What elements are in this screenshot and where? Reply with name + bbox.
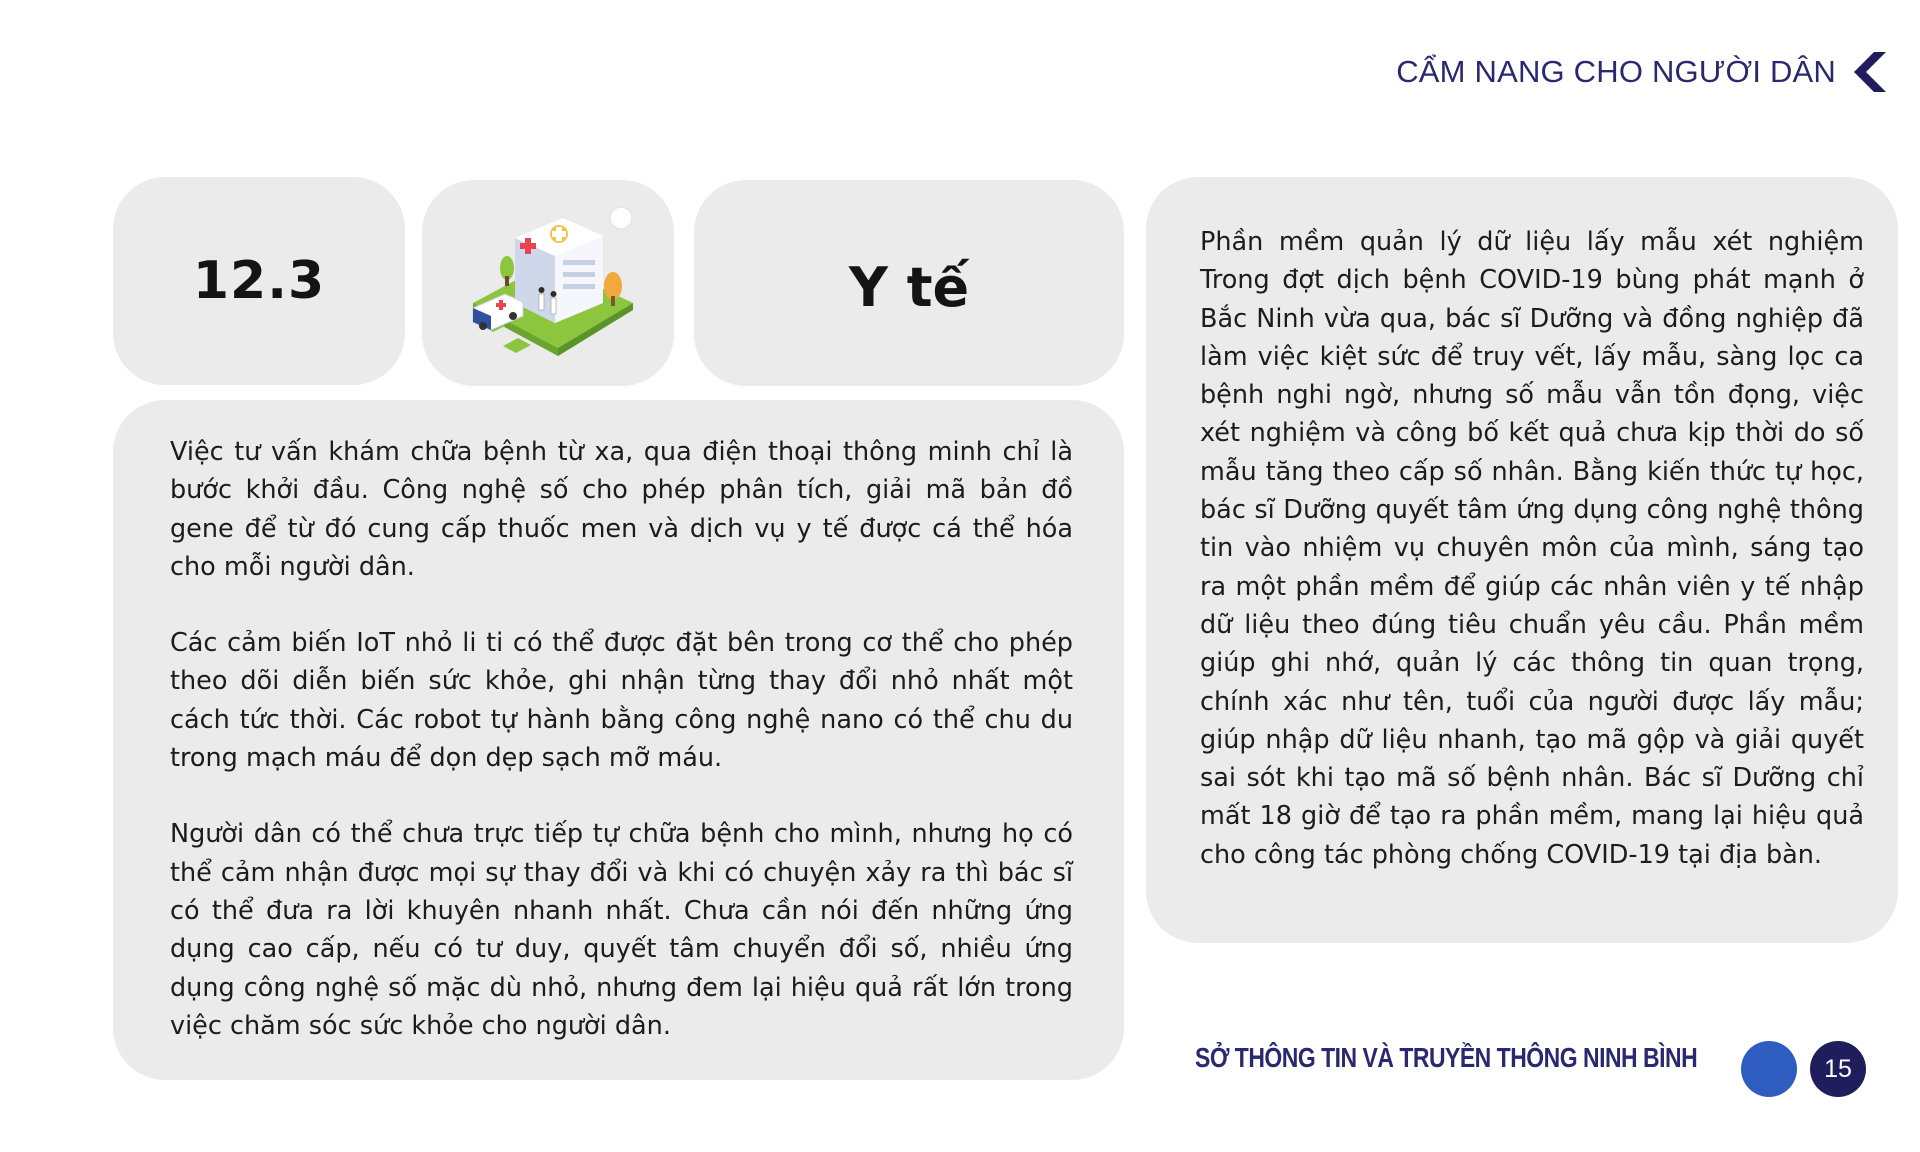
chevron-left-icon (1854, 52, 1886, 92)
section-number-box (113, 177, 405, 385)
topic-title: Y tế (848, 255, 970, 319)
page-footer (1195, 1042, 1807, 1074)
footer-org: SỞ THÔNG TIN VÀ TRUYỀN THÔNG NINH BÌNH (1195, 1042, 1698, 1073)
page-header (1396, 52, 1886, 92)
hospital-illustration-icon (443, 198, 653, 368)
main-paragraph-2: Các cảm biến IoT nhỏ li ti có thể được đặt bên trong cơ thể cho phép theo dõi diễn biến sức khỏe, ghi nhận từng thay đổi nhỏ nhất một cách tức thời. Các robot tự hành bằng công nghệ nano có thể chu du trong mạch máu để dọn dẹp sạch mỡ máu. (170, 628, 1073, 774)
case-study-panel (1146, 177, 1898, 943)
decorative-dot (1741, 1041, 1797, 1097)
topic-box (694, 180, 1124, 386)
case-study-text-wrap (1200, 223, 1864, 874)
illustration-box (422, 180, 674, 386)
main-paragraph-3: Người dân có thể chưa trực tiếp tự chữa bệnh cho mình, nhưng họ có thể cảm nhận được mọi sự thay đổi và khi có chuyện xảy ra thì bác sĩ có thể đưa ra lời khuyên nhanh nhất. Chưa cần nói đến những ứng dụng cao cấp, nếu có tư duy, quyết tâm chuyển đổi số, nhiều ứng dụng công nghệ số mặc dù nhỏ, nhưng đem lại hiệu quả rất lớn trong việc chăm sóc sức khỏe cho người dân. (170, 819, 1073, 1041)
main-text-panel (113, 400, 1124, 1080)
section-number: 12.3 (192, 251, 326, 311)
main-text (170, 433, 1073, 1045)
main-paragraph-1: Việc tư vấn khám chữa bệnh từ xa, qua điện thoại thông minh chỉ là bước khởi đầu. Công nghệ số cho phép phân tích, giải mã bản đồ gene để từ đó cung cấp thuốc men và dịch vụ y tế được cá thể hóa cho mỗi người dân. (170, 437, 1073, 582)
page-number: 15 (1810, 1041, 1866, 1097)
case-study-text: Phần mềm quản lý dữ liệu lấy mẫu xét nghiệm Trong đợt dịch bệnh COVID-19 bùng phát mạnh ở Bắc Ninh vừa qua, bác sĩ Dưỡng và đồng nghiệp đã làm việc kiệt sức để truy vết, lấy mẫu, sàng lọc ca bệnh nghi ngờ, nhưng số mẫu vẫn tồn đọng, việc xét nghiệm và công bố kết quả chưa kịp thời do số mẫu tăng theo cấp số nhân. Bằng kiến thức tự học, bác sĩ Dưỡng quyết tâm ứng dụng công nghệ thông tin vào nhiệm vụ chuyên môn của mình, sáng tạo ra một phần mềm để giúp các nhân viên y tế nhập dữ liệu theo đúng tiêu chuẩn yêu cầu. Phần mềm giúp ghi nhớ, quản lý các thông tin quan trọng, chính xác như tên, tuổi của người được lấy mẫu; giúp nhập dữ liệu nhanh, tạo mã gộp và giải quyết sai sót khi tạo mã số bệnh nhân. Bác sĩ Dưỡng chỉ mất 18 giờ để tạo ra phần mềm, mang lại hiệu quả cho công tác phòng chống COVID-19 tại địa bàn. (1200, 227, 1864, 870)
handbook-title: CẨM NANG CHO NGƯỜI DÂN (1396, 54, 1836, 89)
